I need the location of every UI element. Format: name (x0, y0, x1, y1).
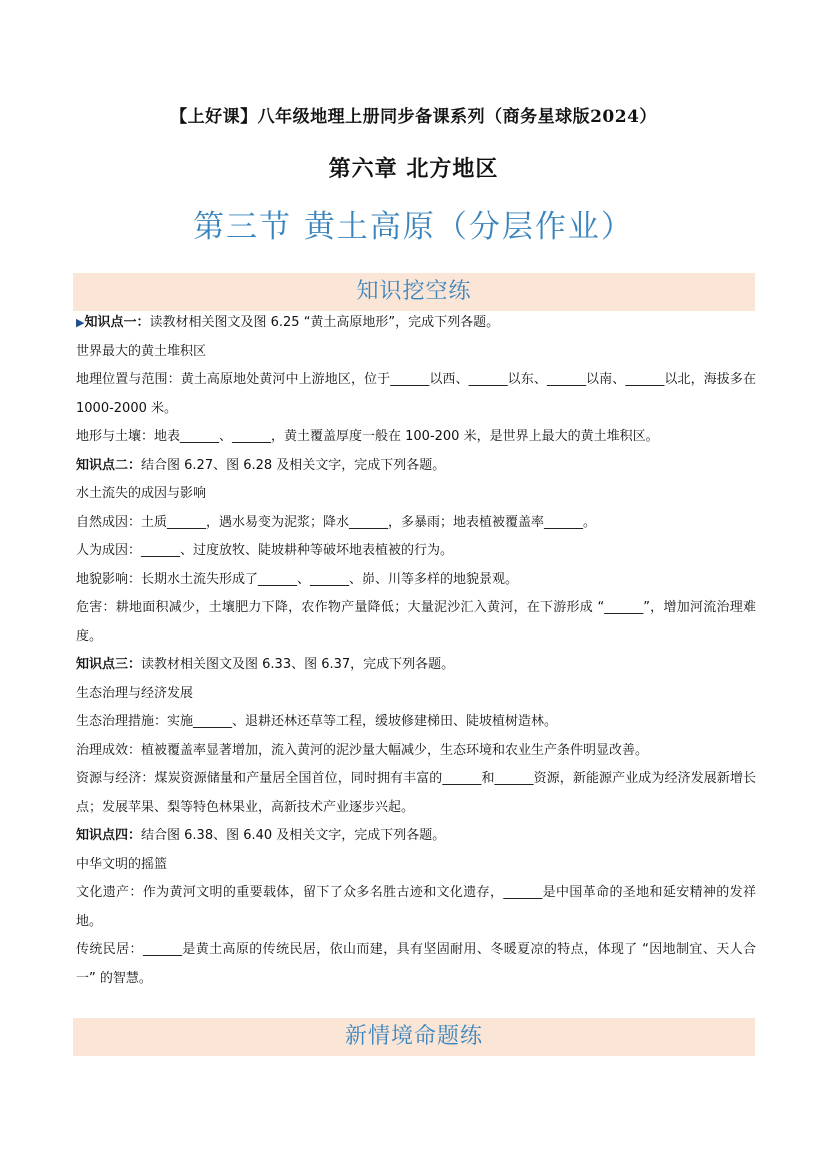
new-context-band: 新情境命题练 (73, 1018, 755, 1056)
kp2-line-natural: 自然成因：土质______，遇水易变为泥浆；降水______，多暴雨；地表植被覆盖率______。 (76, 514, 597, 530)
knowledge-content (76, 309, 756, 993)
kp2-line-human: 人为成因：______、过度放牧、陡坡耕种等破坏地表植被的行为。 (76, 543, 454, 558)
kp2-line-harm: 危害：耕地面积减少，土壤肥力下降，农作物产量降低；大量泥沙汇入黄河，在下游形成 “______”，增加河流治理难度。 (76, 600, 756, 644)
kp4-line-dwelling: 传统民居：______是黄土高原的传统民居，依山而建，具有坚固耐用、冬暖夏凉的特点，体现了 “因地制宜、天人合一” 的智慧。 (76, 942, 756, 986)
kp4-lead: 知识点四： (76, 828, 142, 843)
kp1-line-terrain: 地形与土壤：地表______、______，黄土覆盖厚度一般在 100-200 米，是世界上最大的黄土堆积区。 (76, 429, 659, 444)
knowledge-point-1-heading (76, 309, 756, 338)
kp3-instruction: 读教材相关图文及图 6.33、图 6.37，完成下列各题。 (141, 657, 455, 672)
kp3-line-economy: 资源与经济：煤炭资源储量和产量居全国首位，同时拥有丰富的______和______资源，新能源产业成为经济发展新增长点；发展苹果、梨等特色林果业，高新技术产业逐步兴起。 (76, 771, 756, 815)
kp2-line-landform: 地貌影响：长期水土流失形成了______、______、峁、川等多样的地貌景观。 (76, 571, 519, 587)
kp2-instruction: 结合图 6.27、图 6.28 及相关文字，完成下列各题。 (141, 457, 446, 473)
kp3-line-measures: 生态治理措施：实施______、退耕还林还草等工程，缓坡修建梯田、陡坡植树造林。 (76, 714, 558, 729)
kp4-topic: 中华文明的摇篮 (76, 856, 168, 872)
kp1-instruction: 读教材相关图文及图 6.25 “黄土高原地形”，完成下列各题。 (149, 315, 500, 330)
kp1-lead: 知识点一： (84, 315, 150, 330)
kp4-instruction: 结合图 6.38、图 6.40 及相关文字，完成下列各题。 (141, 828, 446, 843)
knowledge-band: 知识挖空练 (73, 273, 755, 311)
chapter-title: 第六章 北方地区 (328, 157, 499, 182)
knowledge-point-4-heading (76, 822, 756, 851)
play-arrow-icon: ▶ (76, 316, 85, 329)
series-title: 【上好课】八年级地理上册同步备课系列（商务星球版2024） (170, 107, 657, 127)
section-title: 第三节 黄土高原（分层作业） (193, 209, 634, 245)
knowledge-point-3-heading (76, 651, 756, 680)
kp3-topic: 生态治理与经济发展 (76, 685, 194, 701)
kp1-topic: 世界最大的黄土堆积区 (76, 343, 207, 359)
kp4-line-heritage: 文化遗产：作为黄河文明的重要载体，留下了众多名胜古迹和文化遗存，______是中国革命的圣地和延安精神的发祥地。 (76, 885, 756, 929)
kp2-lead: 知识点二： (76, 457, 142, 473)
kp2-topic: 水土流失的成因与影响 (76, 486, 207, 501)
kp1-line-location: 地理位置与范围：黄土高原地处黄河中上游地区，位于______以西、______以东、______以南、______以北，海拔多在 1000-2000 米。 (76, 372, 756, 416)
knowledge-point-2-heading (76, 452, 756, 481)
kp3-lead: 知识点三： (76, 657, 142, 672)
kp3-line-results: 治理成效：植被覆盖率显著增加，流入黄河的泥沙量大幅减少，生态环境和农业生产条件明显改善。 (76, 742, 649, 758)
